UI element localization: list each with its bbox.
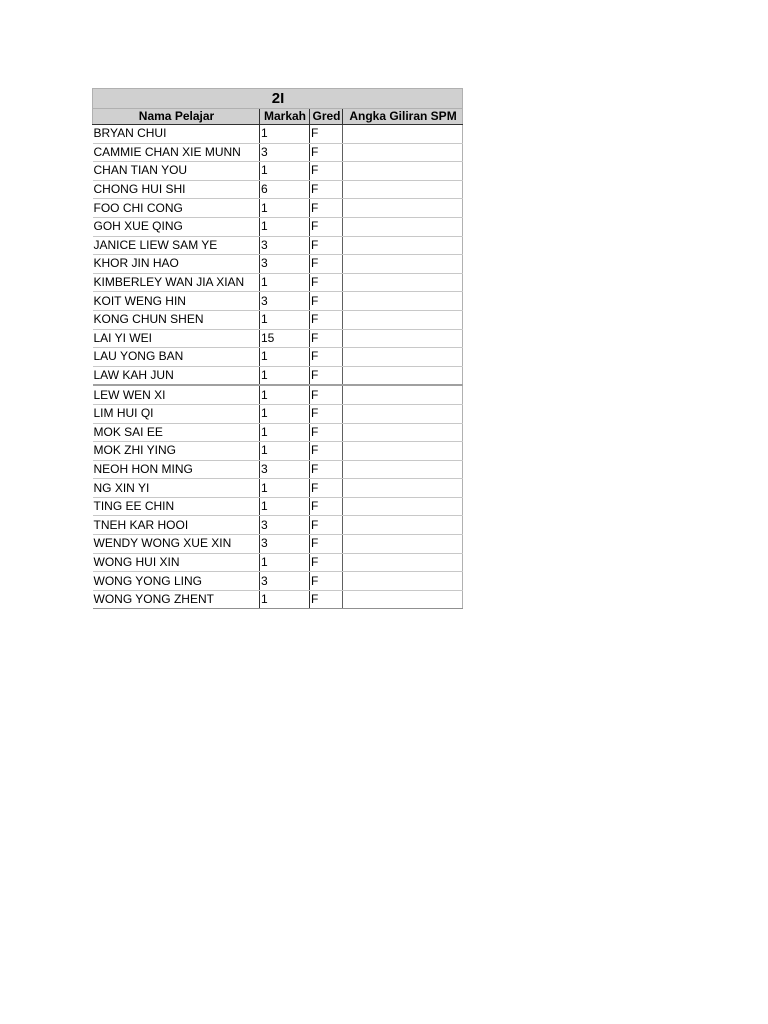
cell-angka-giliran-spm <box>343 162 463 181</box>
table-row <box>93 329 463 348</box>
table-row <box>93 404 463 423</box>
cell-gred: F <box>310 423 343 442</box>
results-sheet <box>92 88 462 609</box>
table-row <box>93 366 463 385</box>
cell-angka-giliran-spm <box>343 348 463 367</box>
cell-gred: F <box>310 497 343 516</box>
cell-markah: 1 <box>260 442 310 461</box>
header-markah: Markah <box>260 109 310 125</box>
table-row <box>93 553 463 572</box>
cell-gred: F <box>310 404 343 423</box>
cell-markah: 3 <box>260 143 310 162</box>
cell-nama-pelajar: JANICE LIEW SAM YE <box>93 236 260 255</box>
cell-nama-pelajar: NG XIN YI <box>93 479 260 498</box>
cell-markah: 1 <box>260 404 310 423</box>
cell-markah: 3 <box>260 292 310 311</box>
table-row <box>93 273 463 292</box>
cell-gred: F <box>310 310 343 329</box>
cell-nama-pelajar: WENDY WONG XUE XIN <box>93 535 260 554</box>
cell-gred: F <box>310 180 343 199</box>
cell-gred: F <box>310 273 343 292</box>
cell-nama-pelajar: MOK SAI EE <box>93 423 260 442</box>
table-row <box>93 535 463 554</box>
cell-nama-pelajar: BRYAN CHUI <box>93 125 260 144</box>
cell-gred: F <box>310 385 343 404</box>
cell-markah: 1 <box>260 310 310 329</box>
cell-markah: 3 <box>260 516 310 535</box>
table-row <box>93 348 463 367</box>
table-row <box>93 162 463 181</box>
cell-angka-giliran-spm <box>343 479 463 498</box>
cell-angka-giliran-spm <box>343 423 463 442</box>
cell-nama-pelajar: LAU YONG BAN <box>93 348 260 367</box>
header-angka-giliran-spm: Angka Giliran SPM <box>343 109 463 125</box>
cell-gred: F <box>310 255 343 274</box>
table-row <box>93 572 463 591</box>
cell-angka-giliran-spm <box>343 553 463 572</box>
cell-angka-giliran-spm <box>343 143 463 162</box>
header-gred: Gred <box>310 109 343 125</box>
cell-nama-pelajar: KIMBERLEY WAN JIA XIAN <box>93 273 260 292</box>
cell-markah: 1 <box>260 553 310 572</box>
cell-nama-pelajar: FOO CHI CONG <box>93 199 260 218</box>
cell-markah: 1 <box>260 273 310 292</box>
cell-nama-pelajar: MOK ZHI YING <box>93 442 260 461</box>
table-title: 2I <box>93 89 463 109</box>
cell-gred: F <box>310 199 343 218</box>
cell-markah: 1 <box>260 348 310 367</box>
cell-nama-pelajar: WONG HUI XIN <box>93 553 260 572</box>
table-row <box>93 125 463 144</box>
cell-markah: 3 <box>260 236 310 255</box>
cell-gred: F <box>310 366 343 385</box>
cell-angka-giliran-spm <box>343 404 463 423</box>
cell-markah: 1 <box>260 217 310 236</box>
cell-markah: 1 <box>260 199 310 218</box>
cell-angka-giliran-spm <box>343 497 463 516</box>
cell-gred: F <box>310 516 343 535</box>
results-table <box>92 88 463 609</box>
cell-angka-giliran-spm <box>343 125 463 144</box>
cell-angka-giliran-spm <box>343 255 463 274</box>
cell-angka-giliran-spm <box>343 329 463 348</box>
cell-nama-pelajar: NEOH HON MING <box>93 460 260 479</box>
cell-markah: 3 <box>260 572 310 591</box>
cell-gred: F <box>310 535 343 554</box>
cell-markah: 1 <box>260 423 310 442</box>
cell-markah: 1 <box>260 590 310 609</box>
cell-nama-pelajar: KOIT WENG HIN <box>93 292 260 311</box>
cell-angka-giliran-spm <box>343 310 463 329</box>
table-row <box>93 217 463 236</box>
cell-angka-giliran-spm <box>343 180 463 199</box>
cell-angka-giliran-spm <box>343 292 463 311</box>
table-row <box>93 255 463 274</box>
cell-angka-giliran-spm <box>343 460 463 479</box>
cell-nama-pelajar: GOH XUE QING <box>93 217 260 236</box>
cell-gred: F <box>310 479 343 498</box>
cell-gred: F <box>310 143 343 162</box>
cell-nama-pelajar: LEW WEN XI <box>93 385 260 404</box>
cell-angka-giliran-spm <box>343 442 463 461</box>
cell-angka-giliran-spm <box>343 535 463 554</box>
table-body <box>93 125 463 609</box>
cell-nama-pelajar: CAMMIE CHAN XIE MUNN <box>93 143 260 162</box>
cell-nama-pelajar: KONG CHUN SHEN <box>93 310 260 329</box>
table-title-row <box>93 89 463 109</box>
cell-markah: 3 <box>260 460 310 479</box>
table-row <box>93 423 463 442</box>
cell-nama-pelajar: WONG YONG ZHENT <box>93 590 260 609</box>
cell-nama-pelajar: TNEH KAR HOOI <box>93 516 260 535</box>
cell-gred: F <box>310 348 343 367</box>
table-row <box>93 442 463 461</box>
cell-gred: F <box>310 329 343 348</box>
table-row <box>93 460 463 479</box>
cell-markah: 3 <box>260 255 310 274</box>
cell-markah: 3 <box>260 535 310 554</box>
cell-nama-pelajar: LAW KAH JUN <box>93 366 260 385</box>
table-row <box>93 590 463 609</box>
cell-gred: F <box>310 572 343 591</box>
table-row <box>93 497 463 516</box>
cell-nama-pelajar: CHAN TIAN YOU <box>93 162 260 181</box>
cell-angka-giliran-spm <box>343 572 463 591</box>
cell-nama-pelajar: KHOR JIN HAO <box>93 255 260 274</box>
cell-markah: 1 <box>260 479 310 498</box>
cell-nama-pelajar: LAI YI WEI <box>93 329 260 348</box>
cell-gred: F <box>310 236 343 255</box>
cell-angka-giliran-spm <box>343 590 463 609</box>
cell-gred: F <box>310 553 343 572</box>
cell-markah: 1 <box>260 162 310 181</box>
cell-markah: 1 <box>260 366 310 385</box>
cell-angka-giliran-spm <box>343 516 463 535</box>
cell-markah: 1 <box>260 125 310 144</box>
cell-gred: F <box>310 442 343 461</box>
cell-gred: F <box>310 292 343 311</box>
cell-angka-giliran-spm <box>343 199 463 218</box>
cell-angka-giliran-spm <box>343 236 463 255</box>
table-row <box>93 143 463 162</box>
table-row <box>93 310 463 329</box>
cell-angka-giliran-spm <box>343 366 463 385</box>
cell-gred: F <box>310 217 343 236</box>
cell-nama-pelajar: CHONG HUI SHI <box>93 180 260 199</box>
table-row <box>93 385 463 404</box>
table-row <box>93 180 463 199</box>
cell-markah: 15 <box>260 329 310 348</box>
cell-angka-giliran-spm <box>343 273 463 292</box>
table-row <box>93 479 463 498</box>
table-row <box>93 236 463 255</box>
cell-nama-pelajar: WONG YONG LING <box>93 572 260 591</box>
table-row <box>93 199 463 218</box>
cell-gred: F <box>310 460 343 479</box>
cell-gred: F <box>310 590 343 609</box>
table-row <box>93 292 463 311</box>
cell-markah: 6 <box>260 180 310 199</box>
cell-gred: F <box>310 125 343 144</box>
cell-angka-giliran-spm <box>343 217 463 236</box>
cell-angka-giliran-spm <box>343 385 463 404</box>
cell-nama-pelajar: TING EE CHIN <box>93 497 260 516</box>
cell-gred: F <box>310 162 343 181</box>
cell-nama-pelajar: LIM HUI QI <box>93 404 260 423</box>
table-header-row <box>93 109 463 125</box>
cell-markah: 1 <box>260 497 310 516</box>
header-nama-pelajar: Nama Pelajar <box>93 109 260 125</box>
cell-markah: 1 <box>260 385 310 404</box>
table-row <box>93 516 463 535</box>
